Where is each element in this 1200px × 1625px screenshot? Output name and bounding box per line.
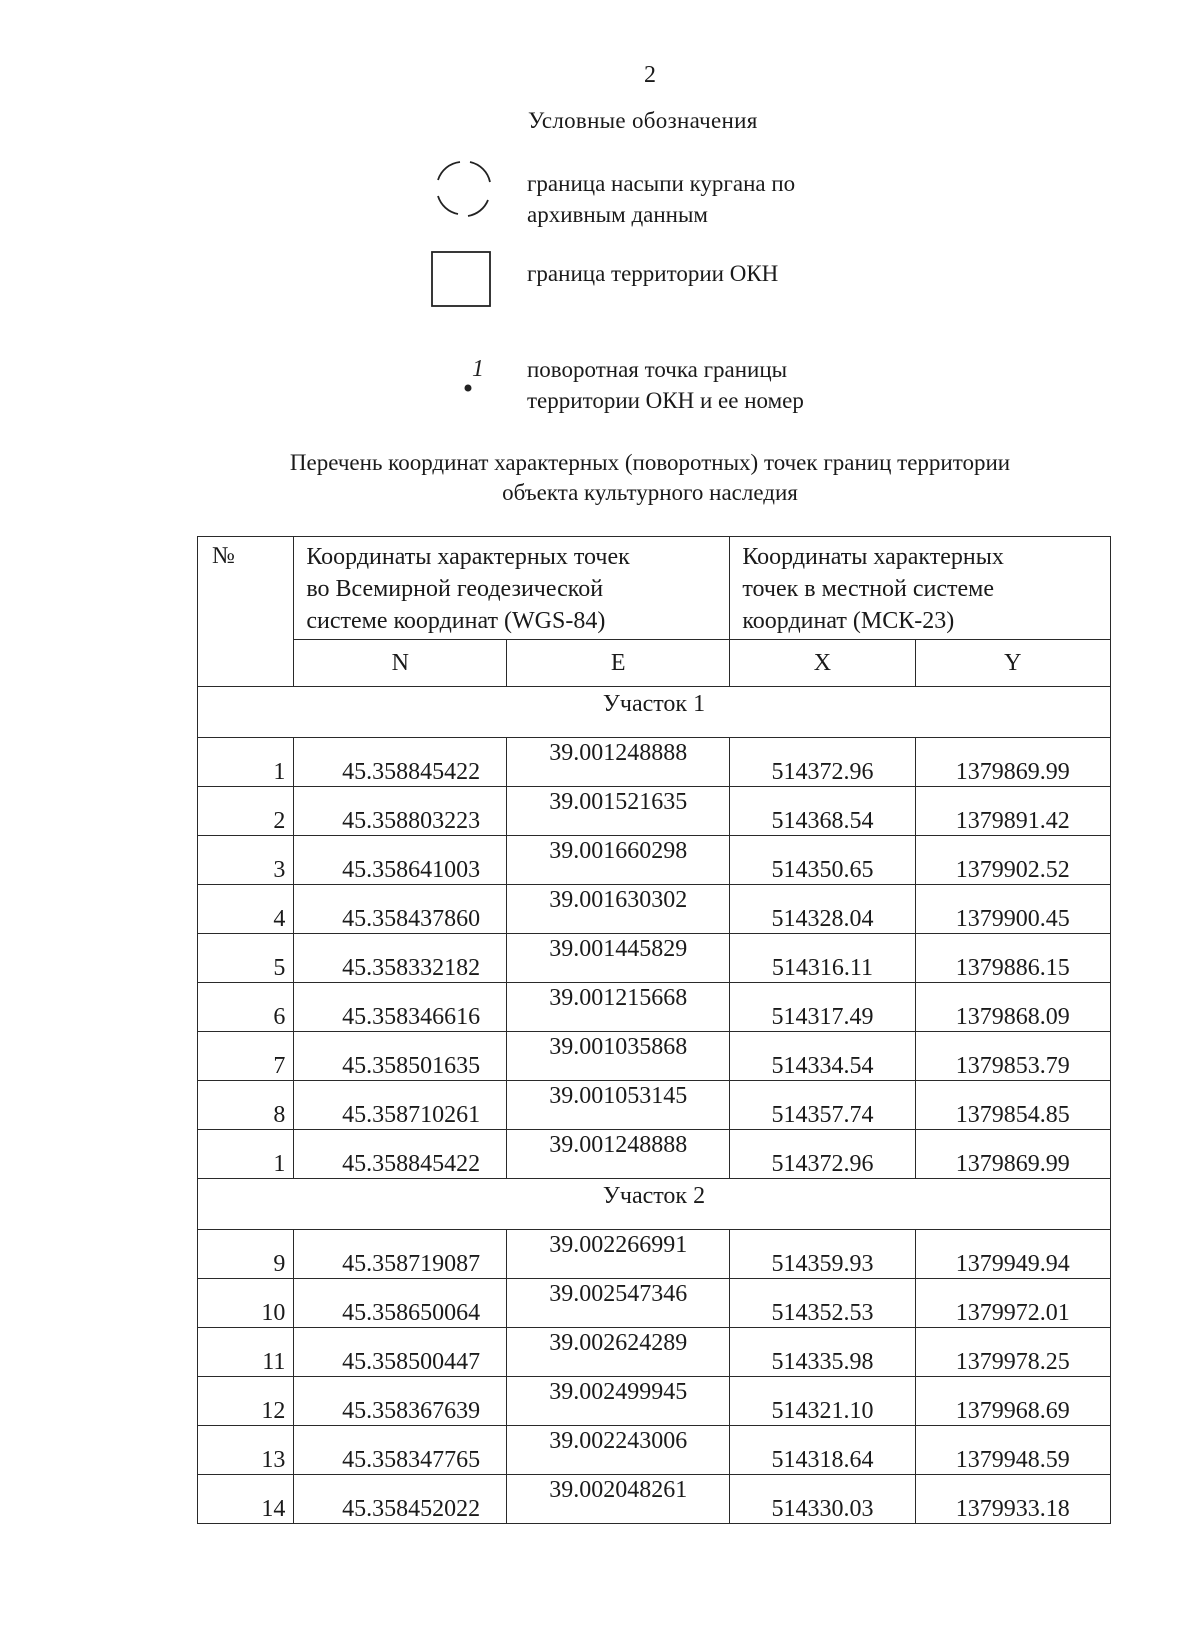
cell-wgs-n: 45.358719087 xyxy=(294,1230,507,1279)
cell-wgs-n: 45.358332182 xyxy=(294,934,507,983)
cell-point-number: 4 xyxy=(198,885,294,934)
cell-msk-y: 1379902.52 xyxy=(915,836,1110,885)
cell-msk-x: 514330.03 xyxy=(730,1475,915,1524)
cell-msk-y: 1379900.45 xyxy=(915,885,1110,934)
cell-wgs-n: 45.358346616 xyxy=(294,983,507,1032)
legend-title: Условные обозначения xyxy=(528,108,758,133)
cell-msk-x: 514321.10 xyxy=(730,1377,915,1426)
section-title: Участок 2 xyxy=(198,1179,1111,1230)
cell-point-number: 1 xyxy=(198,738,294,787)
cell-msk-y: 1379853.79 xyxy=(915,1032,1110,1081)
cell-wgs-e: 39.001215668 xyxy=(507,983,730,1032)
cell-wgs-e: 39.002243006 xyxy=(507,1426,730,1475)
cell-wgs-e: 39.001035868 xyxy=(507,1032,730,1081)
cell-msk-x: 514352.53 xyxy=(730,1279,915,1328)
cell-msk-y: 1379891.42 xyxy=(915,787,1110,836)
table-row xyxy=(198,1377,1111,1426)
cell-msk-x: 514368.54 xyxy=(730,787,915,836)
cell-wgs-e: 39.002547346 xyxy=(507,1279,730,1328)
cell-msk-y: 1379868.09 xyxy=(915,983,1110,1032)
table-row xyxy=(198,836,1111,885)
cell-msk-x: 514350.65 xyxy=(730,836,915,885)
cell-point-number: 6 xyxy=(198,983,294,1032)
cell-point-number: 14 xyxy=(198,1475,294,1524)
cell-wgs-e: 39.001248888 xyxy=(507,738,730,787)
table-row xyxy=(198,1328,1111,1377)
square-boundary-icon xyxy=(430,250,494,315)
header-number: № xyxy=(198,537,294,687)
cell-wgs-e: 39.002048261 xyxy=(507,1475,730,1524)
cell-wgs-n: 45.358347765 xyxy=(294,1426,507,1475)
table-row xyxy=(198,787,1111,836)
cell-msk-y: 1379854.85 xyxy=(915,1081,1110,1130)
cell-msk-x: 514328.04 xyxy=(730,885,915,934)
cell-point-number: 12 xyxy=(198,1377,294,1426)
cell-msk-y: 1379972.01 xyxy=(915,1279,1110,1328)
table-row xyxy=(198,983,1111,1032)
table-row xyxy=(198,1032,1111,1081)
cell-point-number: 11 xyxy=(198,1328,294,1377)
turning-point-label: 1 xyxy=(472,356,484,382)
cell-msk-y: 1379869.99 xyxy=(915,1130,1110,1179)
cell-msk-y: 1379948.59 xyxy=(915,1426,1110,1475)
cell-point-number: 8 xyxy=(198,1081,294,1130)
cell-wgs-n: 45.358803223 xyxy=(294,787,507,836)
cell-msk-x: 514316.11 xyxy=(730,934,915,983)
section-title: Участок 1 xyxy=(198,687,1111,738)
header-x: X xyxy=(730,640,915,687)
header-n: N xyxy=(294,640,507,687)
cell-point-number: 3 xyxy=(198,836,294,885)
cell-wgs-e: 39.002266991 xyxy=(507,1230,730,1279)
cell-msk-y: 1379933.18 xyxy=(915,1475,1110,1524)
header-e: E xyxy=(507,640,730,687)
cell-wgs-e: 39.001445829 xyxy=(507,934,730,983)
cell-msk-y: 1379869.99 xyxy=(915,738,1110,787)
legend-text-mound-boundary: граница насыпи кургана по архивным данным xyxy=(527,171,796,227)
dashed-circle-icon xyxy=(430,156,500,231)
cell-wgs-n: 45.358641003 xyxy=(294,836,507,885)
table-row xyxy=(198,1081,1111,1130)
cell-msk-x: 514335.98 xyxy=(730,1328,915,1377)
cell-wgs-e: 39.002624289 xyxy=(507,1328,730,1377)
legend-text-okn-boundary: граница территории ОКН xyxy=(527,261,779,286)
cell-point-number: 13 xyxy=(198,1426,294,1475)
table-row xyxy=(198,1475,1111,1524)
header-y: Y xyxy=(915,640,1110,687)
cell-wgs-n: 45.358437860 xyxy=(294,885,507,934)
cell-msk-x: 514372.96 xyxy=(730,1130,915,1179)
cell-point-number: 1 xyxy=(198,1130,294,1179)
table-row xyxy=(198,934,1111,983)
cell-msk-y: 1379886.15 xyxy=(915,934,1110,983)
table-row xyxy=(198,1230,1111,1279)
table-row xyxy=(198,1130,1111,1179)
cell-wgs-n: 45.358710261 xyxy=(294,1081,507,1130)
cell-msk-x: 514372.96 xyxy=(730,738,915,787)
cell-msk-y: 1379949.94 xyxy=(915,1230,1110,1279)
cell-point-number: 9 xyxy=(198,1230,294,1279)
cell-wgs-n: 45.358501635 xyxy=(294,1032,507,1081)
section-row xyxy=(198,1179,1111,1230)
table-row xyxy=(198,1426,1111,1475)
legend-text-turning-point: поворотная точка границы территории ОКН и ее номер xyxy=(527,357,804,413)
header-wgs-group: Координаты характерных точек во Всемирной геодезической системе координат (WGS-84) xyxy=(294,537,730,640)
cell-msk-y: 1379968.69 xyxy=(915,1377,1110,1426)
cell-wgs-e: 39.001660298 xyxy=(507,836,730,885)
page-number: 2 xyxy=(644,62,656,88)
header-msk-group: Координаты характерных точек в местной системе координат (МСК-23) xyxy=(730,537,1111,640)
coordinates-table xyxy=(197,536,1111,1524)
cell-wgs-n: 45.358367639 xyxy=(294,1377,507,1426)
cell-msk-x: 514357.74 xyxy=(730,1081,915,1130)
cell-msk-y: 1379978.25 xyxy=(915,1328,1110,1377)
table-heading: Перечень координат характерных (поворотных) точек границ территории объекта культурного наследия xyxy=(289,450,1011,505)
cell-wgs-n: 45.358650064 xyxy=(294,1279,507,1328)
table-row xyxy=(198,738,1111,787)
cell-wgs-e: 39.001630302 xyxy=(507,885,730,934)
cell-wgs-n: 45.358500447 xyxy=(294,1328,507,1377)
cell-wgs-e: 39.002499945 xyxy=(507,1377,730,1426)
cell-wgs-n: 45.358845422 xyxy=(294,1130,507,1179)
table-row xyxy=(198,1279,1111,1328)
table-row xyxy=(198,885,1111,934)
cell-msk-x: 514317.49 xyxy=(730,983,915,1032)
cell-point-number: 10 xyxy=(198,1279,294,1328)
cell-wgs-e: 39.001248888 xyxy=(507,1130,730,1179)
cell-point-number: 7 xyxy=(198,1032,294,1081)
cell-wgs-e: 39.001053145 xyxy=(507,1081,730,1130)
table-body xyxy=(198,687,1111,1524)
cell-wgs-n: 45.358452022 xyxy=(294,1475,507,1524)
cell-msk-x: 514318.64 xyxy=(730,1426,915,1475)
turning-point-icon xyxy=(430,354,500,409)
cell-point-number: 5 xyxy=(198,934,294,983)
cell-wgs-n: 45.358845422 xyxy=(294,738,507,787)
cell-msk-x: 514359.93 xyxy=(730,1230,915,1279)
cell-point-number: 2 xyxy=(198,787,294,836)
section-row xyxy=(198,687,1111,738)
cell-msk-x: 514334.54 xyxy=(730,1032,915,1081)
cell-wgs-e: 39.001521635 xyxy=(507,787,730,836)
